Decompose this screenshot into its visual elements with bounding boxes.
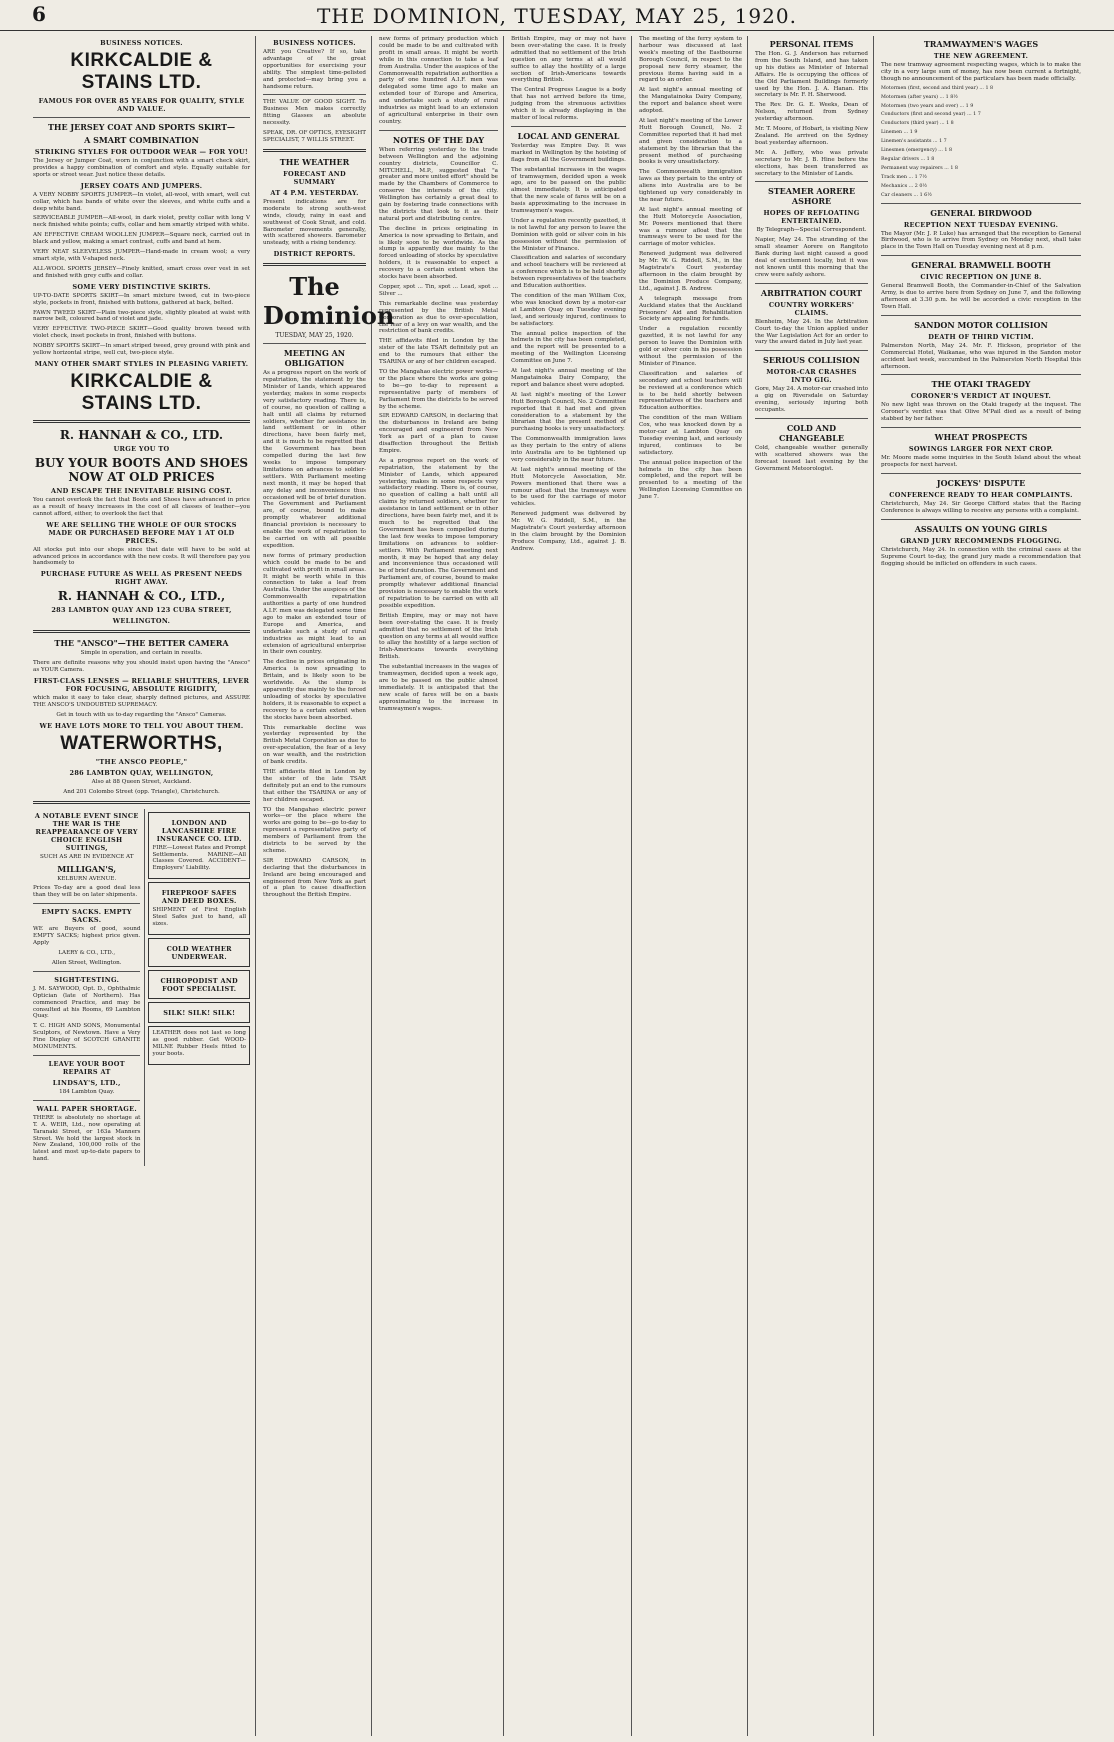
- masthead-title: THE DOMINION, TUESDAY, MAY 25, 1920.: [317, 4, 797, 28]
- personal-heading: PERSONAL ITEMS: [769, 39, 854, 49]
- dominion-date: TUESDAY, MAY 25, 1920.: [275, 332, 354, 340]
- progress-league: The Central Progress League is a body that has not arrived before its time, judging from the strenuous activities which it is already displaying in the matter of local reforms.: [511, 87, 626, 121]
- milligan-address: KELBURN AVENUE.: [57, 875, 117, 882]
- notes-body-2: The decline in prices originating in America is now spreading to Britain, and is likely soon to be worldwide. As the slump is apparently due mainly to the forced unloading of stocks by speculative holders, it is reasonable to expect a recovery to a certain extent when the stocks have been absorbed.: [379, 225, 498, 281]
- hannah-body: You cannot overlook the fact that Boots and Shoes have advanced in price as a result of heavy increases in the cost of all classes of leather—you cannot afford, either, to overlook the fact that: [33, 496, 250, 517]
- judgment-item: Renewed judgment was delivered by Mr. W. G. Riddell, S.M., in the Magistrate's Court yesterday afternoon in the claim brought by the Dominion Produce Company, Ltd., against J. B. Andrew.: [639, 251, 742, 292]
- creative-ad: ARE you Creative? If so, take advantage of the great opportunities for exercising your ability. The simplest time-pelisted and protected—may bring you a handsome return.: [263, 49, 366, 90]
- rate-row: Permanent way repairers ... 1 8: [881, 165, 958, 171]
- rate-row: Track men ... 1 7½: [881, 174, 927, 180]
- mangahao-note: TO the Mangahao electric power works—or the place where the works are going to be—go to-day to represent a representative party of members of Parliament from the districts to be served by the scheme.: [379, 368, 498, 410]
- waterworths-address: 286 LAMBTON QUAY, WELLINGTON,: [69, 768, 214, 777]
- meeting-body-4: This remarkable decline was yesterday represented by the British Metal Corporation as due to over-speculation, the fear of a levy on war wealth, and the restriction of bank credits.: [263, 724, 366, 766]
- local-item: The substantial increases in the wages of tramwaymen, decided upon a week ago, are to be passed on the public almost immediately. It is anticipated that the new scale of fares will be on a basis approximating to the increase in tramwaymen's wages.: [511, 166, 626, 215]
- local-repeat: Classification and salaries of secondary and school teachers will be reviewed at a conference which is to be held shortly between representatives of the teachers and Education authorities.: [639, 370, 742, 412]
- wall-body: THERE is absolutely no shortage at T. A. WEIR, Ltd., now operating at Taranaki Street, or 163a Manners Street. We hold the largest stock in New Zealand, 100,000 rolls of the latest and most up-to-date papers to hand.: [33, 1114, 141, 1163]
- district-reports: DISTRICT REPORTS.: [273, 250, 356, 259]
- personal-item: The Hon. G. J. Anderson has returned from the South Island, and has taken up his duties as Minister of Internal Affairs. He is occupying the offices of the Old Parliament Buildings formerly used by the Hon. J. A. Hanan. His secretary is Mr. F. H. Sherwood.: [755, 51, 868, 99]
- notes-extra-3: The substantial increases in the wages of tramwaymen, decided upon a week ago, are to be passed on the public almost immediately. It is anticipated that the new scale of fares will be on a basis approximating to the increase in tramwaymen's wages.: [379, 664, 498, 712]
- ansco-lenses: FIRST-CLASS LENSES — RELIABLE SHUTTERS, LEVER FOR FOCUSING, ABSOLUTE RIGIDITY,: [33, 677, 250, 694]
- aorere-heading: STEAMER AORERE ASHORE: [767, 186, 856, 207]
- local-item: At last night's annual meeting of the Hutt Motorcycle Association, Mr. Powers mentioned that there was a rumour afloat that the tramways were to be used for the carriage of motor vehicles.: [511, 466, 626, 508]
- booth-heading: GENERAL BRAMWELL BOOTH: [911, 260, 1051, 271]
- cold-weather-ad: [148, 938, 250, 967]
- immigration-item: The Commonwealth immigration laws as they pertain to the entry of aliens into Australia are to be tightened up very considerably in the near future.: [639, 169, 742, 203]
- local-item: Under a regulation recently gazetted, it is not lawful for any person to leave the Dominion with gold or silver coin in his possession without the permission of the Minister of Finance.: [511, 217, 626, 252]
- waterworths-sub: "THE ANSCO PEOPLE,": [95, 757, 188, 766]
- jumper-item: AN EFFECTIVE CREAM WOOLLEN JUMPER—Square neck, carried out in black and yellow, making a smart contrast, cuffs and band at hem.: [33, 232, 250, 246]
- wheat-sub: SOWINGS LARGER FOR NEXT CROP.: [908, 445, 1054, 454]
- waterworths-address-3: And 201 Colombo Street (opp. Triangle), Christchurch.: [63, 788, 220, 795]
- wheat-body: Mr. Moore made some inquiries in the South Island about the wheat prospects for next harvest.: [881, 455, 1081, 469]
- rate-row: Conductors (third year) ... 1 8: [881, 121, 954, 127]
- milligan-name: MILLIGAN'S,: [57, 863, 117, 874]
- small-ads-left: [33, 809, 140, 1167]
- notes-extra-2: British Empire, may or may not have been over-stating the case. It is freely admitted that no settlement of the Irish question on any terms at all would suffice to allay the hostility of a large section of Irish-Americans towards everything British.: [379, 612, 498, 661]
- otaki-body: No new light was thrown on the Otaki tragedy at the inquest. The Coroner's verdict was that Olive M'Pail died as a result of being stabbed by her father.: [881, 402, 1081, 423]
- fire-insurance-body: FIRE—Lowest Rates and Prompt Settlements. MARINE—All Classes Covered. ACCIDENT—Employers' Liability.: [152, 844, 246, 872]
- meeting-body: As a progress report on the work of repatriation, the statement by the Minister of Lands, which appeared yesterday, makes in some respects very satisfactory reading. There is, of course, no question of calling a halt until all claims by returned soldiers, whether for assistance in land settlement or in other directions, have been fairly met, and it is much to be regretted that the Government has been compelled during the last few weeks to impose temporary limitations on advances to soldier-settlers. With Parliament meeting next month, it may be hoped that any delay and inconvenience thus occasioned will be of brief duration. The Government and Parliament are, of course, bound to make promptly whatever additional financial provision is necessary to enable the work of repatriation to be carried on with all possible expedition.: [263, 370, 366, 549]
- sacks-body: WE are Buyers of good, sound EMPTY SACKS; highest price given. Apply: [33, 926, 141, 947]
- jersey-strike: STRIKING STYLES FOR OUTDOOR WEAR — FOR YOU!: [34, 148, 249, 156]
- boot-address: 184 Lambton Quay.: [59, 1088, 115, 1095]
- booth-sub: CIVIC RECEPTION ON JUNE 8.: [920, 273, 1042, 282]
- hannah-sub: AND ESCAPE THE INEVITABLE RISING COST.: [51, 486, 232, 495]
- fire-insurance-ad: [148, 812, 250, 880]
- jumpers-heading: JERSEY COATS AND JUMPERS.: [80, 181, 203, 190]
- aorere-sub: HOPES OF REFLOATING ENTERTAINED.: [763, 209, 860, 226]
- local-item: Yesterday was Empire Day. It was marked in Wellington by the hoisting of flags from all the Government buildings.: [511, 142, 626, 163]
- safes-ad: [148, 882, 250, 935]
- booth-body: General Bramwell Booth, the Commander-in-Chief of the Salvation Army, is due to arrive here from Sydney on June 7, and the following afternoon at 3.30 p.m. he will be accorded a civic reception in the Town Hall.: [881, 283, 1081, 310]
- meeting-body-3: The decline in prices originating in America is now spreading to Britain, and is likely soon to be worldwide. As the slump is apparently due mainly to the forced unloading of stocks by speculative holders, it is reasonable to expect a recovery to a certain extent when the stocks have been absorbed.: [263, 659, 366, 721]
- small-ads-right: [144, 809, 250, 1167]
- forecast-body: Present indications are for moderate to strong south-west winds, cloudy, rainy in east and southwest of Cook Strait, and cold. Barometer movements generally, with scattered showers. Barometer unsteady, with a rising tendency.: [263, 198, 366, 247]
- assault-sub: GRAND JURY RECOMMENDS FLOGGING.: [900, 536, 1062, 545]
- fire-insurance-title: LONDON AND LANCASHIRE FIRE INSURANCE CO. LTD.: [156, 818, 242, 843]
- waterworths-address-2: Also at 88 Queen Street, Auckland.: [91, 778, 192, 785]
- skirt-item: FAWN TWEED SKIRT—Plain two-piece style, slightly pleated at waist with narrow belt, coloured band of violet and jade.: [33, 309, 250, 323]
- affidavits-note: THE affidavits filed in London by the sister of the late TSAR definitely put an end to the rumours that either the TSARINA or any of her children escaped.: [379, 338, 498, 366]
- cold-heading: COLD AND CHANGEABLE: [778, 423, 845, 443]
- milligan-heading: A NOTABLE EVENT SINCE THE WAR IS THE REAPPEARANCE OF VERY CHOICE ENGLISH SUITINGS,: [34, 811, 139, 852]
- monument-body: T. C. HIGH AND SONS, Monumental Sculptors, of Newtown. Have a Very Fine Display of SCOTCH GRANITE MONUMENTS.: [33, 1023, 141, 1051]
- leather-ad: [148, 1026, 250, 1065]
- local-item: At last night's meeting of the Lower Hutt Borough Council, No. 2 Committee reported that it had met and given consideration to a statement by the librarian that the present method of purchasing books is very unsatisfactory.: [511, 391, 626, 433]
- optics-ad: SPEAK, DR. OF OPTICS, EYESIGHT SPECIALIST, 7 WILLIS STREET.: [263, 130, 366, 143]
- local-item: At last night's annual meeting of the Mangatainoka Dairy Company, the report and balance sheet were adopted.: [511, 368, 626, 388]
- local-repeat: Under a regulation recently gazetted, it is not lawful for any person to leave the Dominion with gold or silver coin in his possession without the permission of the Minister of Finance.: [639, 326, 742, 367]
- column-6: [750, 36, 874, 1736]
- section-label: BUSINESS NOTICES.: [273, 39, 356, 47]
- notes-heading: NOTES OF THE DAY: [392, 134, 485, 145]
- kirkcaldie-title: KIRKCALDIE & STAINS LTD.: [70, 50, 213, 93]
- carson-note: SIR EDWARD CARSON, in declaring that the disturbances in Ireland are being encouraged and engineered from New York as part of a plan to cause disaffection throughout the British Empire.: [379, 413, 498, 454]
- aorere-byline: By Telegraph—Special Correspondent.: [756, 227, 867, 234]
- jockeys-body: Christchurch, May 24. Sir George Clifford states that the Racing Conference is always willing to receive any persons with a complaint.: [881, 501, 1081, 514]
- weather-heading: THE WEATHER: [279, 156, 350, 167]
- notes-body-3: This remarkable decline was yesterday represented by the British Metal Corporation as due to over-speculation, the fear of a levy on war wealth, and the restriction of bank credits.: [379, 300, 498, 335]
- jockeys-heading: JOCKEYS' DISPUTE: [936, 478, 1026, 488]
- hannah-heading: BUY YOUR BOOTS AND SHOES NOW AT OLD PRICES: [34, 455, 249, 484]
- column-7: [876, 36, 1086, 1736]
- sight-ad: THE VALUE OF GOOD SIGHT. To Business Men makes correctly fitting Glasses an absolute necessity.: [263, 99, 366, 127]
- collision-heading: SERIOUS COLLISION: [763, 355, 860, 366]
- chiropodist-heading: CHIROPODIST AND FOOT SPECIALIST.: [160, 976, 238, 993]
- personal-item: The Rev. Dr. G. E. Weeks, Dean of Nelson, returned from Sydney yesterday afternoon.: [755, 102, 868, 123]
- column-4: [506, 36, 632, 1736]
- silk-heading: SILK! SILK! SILK!: [163, 1008, 236, 1017]
- hannah-body-2: All stocks put into our shops since that date will have to be sold at advanced prices in accordance with the new costs. It will therefore pay you handsomely to: [33, 546, 250, 567]
- jumper-item: SERVICEABLE JUMPER—All-wool, in dark violet, pretty collar with long V neck finished white points; cuffs, collar and hem smartly striped with white.: [33, 215, 250, 229]
- rate-row: Car cleaners ... 1 6½: [881, 192, 932, 198]
- milligan-body: Prices To-day are a good deal less than they will be on later shipments.: [33, 885, 141, 899]
- meeting-heading: MEETING AN OBLIGATION: [283, 348, 346, 369]
- column-3: [374, 36, 504, 1736]
- assault-body: Christchurch, May 24. In connection with the criminal cases at the Supreme Court to-day, the grand jury made a recommendation that flogging should be inflicted on offenders in such cases.: [881, 546, 1081, 567]
- meeting-body-6: TO the Mangahao electric power works—or the place where the works are going to be—go to-day to represent a representative party of members of Parliament from the districts to be served by the scheme.: [263, 806, 366, 854]
- local-item: Renewed judgment was delivered by Mr. W. G. Riddell, S.M., in the Magistrate's Court yesterday afternoon in the claim brought by the Dominion Produce Company, Ltd., against J. B. Andrew.: [511, 511, 626, 552]
- cold-body: Cold, changeable weather generally with scattered showers was the forecast issued last evening by the Government Meteorologist.: [755, 445, 868, 472]
- prisoners-aid-item: A telegraph message from Auckland states that the Auckland Prisoners' Aid and Rehabilitation Society are appealing for funds.: [639, 295, 742, 323]
- page-number: 6: [32, 2, 46, 26]
- ireland-continuation: British Empire, may or may not have been over-stating the case. It is freely admitted that no settlement of the Irish question on any terms at all would suffice to allay the hostility of a large section of Irish-Americans towards everything British.: [511, 36, 626, 84]
- jumper-item: A VERY NOBBY SPORTS JUMPER—In violet, all-wool, with smart, well cut collar, which has bands of white over the sleeves, and white cuffs and a deep white band.: [33, 191, 250, 212]
- tram-heading: TRAMWAYMEN'S WAGES: [923, 39, 1039, 49]
- column-1-ads: [28, 36, 256, 1736]
- rate-row: Linesmen (emergency) ... 1 8: [881, 148, 953, 154]
- arbitration-sub: COUNTRY WORKERS' CLAIMS.: [768, 300, 855, 317]
- hannah-stocks: WE ARE SELLING THE WHOLE OF OUR STOCKS MADE OR PURCHASED BEFORE MAY 1 AT OLD PRICES.: [46, 520, 237, 545]
- tram-rates: [881, 86, 1081, 199]
- rate-row: Linemen's assistants ... 1 7: [881, 139, 947, 145]
- notes-body: When referring yesterday to the trade between Wellington and the adjoining country districts, Councillor C. MITCHELL, M.P., suggested that "a greater and more united effort" should be made by the Chambers of Commerce to conserve the interests of the city. Wellington has certainly a great deal to gain by fostering trade connections with the districts that look to it as their natural port and distributing centre.: [379, 146, 498, 222]
- dominion-title: The Dominion: [263, 272, 395, 331]
- tram-sub: THE NEW AGREEMENT.: [933, 52, 1029, 60]
- sacks-firm: LAERY & CO., LTD.,: [58, 949, 116, 956]
- local-repeat: The condition of the man William Cox, who was knocked down by a motor-car at Lambton Quay on Tuesday evening last, and seriously injured, continues to be satisfactory.: [639, 415, 742, 456]
- ansco-touch: Get in touch with us to-day regarding the "Ansco" Cameras.: [56, 711, 227, 718]
- waterworths-title: WATERWORTHS,: [60, 732, 223, 754]
- personal-item: Mr. T. Moore, of Hobart, is visiting New Zealand. He arrived on the Sydney boat yesterday afternoon.: [755, 126, 868, 146]
- collision-body: Gore, May 24. A motor-car crashed into a gig on Riversdale on Saturday evening, seriously injuring both occupants.: [755, 386, 868, 414]
- birdwood-heading: GENERAL BIRDWOOD: [930, 207, 1032, 218]
- rate-row: Motormen (first, second and third year) ... 1 8: [881, 85, 994, 91]
- local-item: The Commonwealth immigration laws as they pertain to the entry of aliens into Australia are to be tightened up very considerably in the near future.: [511, 436, 626, 463]
- jockeys-sub: CONFERENCE READY TO HEAR COMPLAINTS.: [889, 491, 1073, 499]
- sandon-heading: SANDON MOTOR COLLISION: [914, 319, 1048, 330]
- birdwood-body: The Mayor (Mr. J. P. Luke) has arranged that the reception to General Birdwood, who is to arrive from Sydney on Monday next, shall take place in the Town Hall on Tuesday evening next at 8 p.m.: [881, 230, 1081, 251]
- rate-row: Mechanics ... 2 0½: [881, 183, 928, 189]
- forecast-heading: FORECAST AND SUMMARY: [283, 169, 346, 186]
- local-item: Classification and salaries of secondary and school teachers will be reviewed at a conference which is to be held shortly between representatives of the teachers and Education authorities.: [511, 255, 626, 290]
- meeting-body-2: new forms of primary production which could be made to be and cultivated with profit in small areas. It might be worth while in this connection to take a leaf from Australia. Under the auspices of the Commonwealth repatriation authorities a party of one hundred A.I.F. men was delegated some time ago to make an extended tour of Europe and America, and undertake such a study of rural industries as might lead to an extension of agricultural enterprise in their own country.: [263, 552, 366, 656]
- chiropodist-ad: [148, 970, 250, 999]
- column-2: [258, 36, 395, 1736]
- jersey-intro: The Jersey or Jumper Coat, worn in conjunction with a smart check skirt, provides a happy combination of comfort and style. Equally suitable for sports or street wear. Just notice these details.: [33, 158, 250, 178]
- ansco-body: There are definite reasons why you should insist upon having the "Ansco" as YOUR Camera.: [33, 660, 250, 674]
- kirkcaldie-subtitle: FAMOUS FOR OVER 85 YEARS FOR QUALITY, STYLE AND VALUE.: [38, 97, 245, 113]
- leather-body: LEATHER does not last so long as good rubber. Get WOOD-MILNE Rubber Heels fitted to your boots.: [152, 1029, 246, 1057]
- boot-heading: LEAVE YOUR BOOT REPAIRS AT: [48, 1059, 125, 1076]
- dairy-item: At last night's annual meeting of the Mangatainoka Dairy Company, the report and balance sheet were adopted.: [639, 87, 742, 115]
- other-skirts: MANY OTHER SMART STYLES IN PLEASING VARIETY.: [34, 359, 249, 368]
- rate-row: Motormen (after years) ... 1 8½: [881, 94, 958, 100]
- hannah-purchase: PURCHASE FUTURE AS WELL AS PRESENT NEEDS RIGHT AWAY.: [40, 570, 243, 587]
- forecast-time: AT 4 P.M. YESTERDAY.: [270, 188, 359, 197]
- sight-body: J. M. SAYWOOD, Opt. D., Ophthalmic Optician (late of Northern). Has commenced Practice, and may be consulted at his Rooms, 69 Lambton Quay.: [33, 985, 141, 1020]
- notes-extra: As a progress report on the work of repatriation, the statement by the Minister of Lands, which appeared yesterday, makes in some respects very satisfactory reading. There is, of course, no question of calling a halt until all claims by returned soldiers, whether for assistance in land settlement or in other directions, have been fairly met, and it is much to be regretted that the Government has been compelled during the last few weeks to impose temporary limitations on advances to soldier-settlers. With Parliament meeting next month, it may be hoped that any delay and inconvenience thus occasioned will be of brief duration. The Government and Parliament are, of course, bound to make promptly whatever additional financial provision is necessary to enable the work of repatriation to be carried on with all possible expedition.: [379, 457, 498, 609]
- skirts-heading: SOME VERY DISTINCTIVE SKIRTS.: [72, 282, 211, 291]
- hannah-title: R. HANNAH & CO., LTD.: [59, 427, 224, 442]
- otaki-heading: THE OTAKI TRAGEDY: [931, 379, 1031, 390]
- hannah-address: 283 LAMBTON QUAY AND 123 CUBA STREET,: [51, 606, 232, 615]
- masthead: [0, 0, 1114, 31]
- meeting-body-7: SIR EDWARD CARSON, in declaring that the disturbances in Ireland are being encouraged and engineered from New York as part of a plan to cause disaffection throughout the British Empire.: [263, 857, 366, 899]
- collision-sub: MOTOR-CAR CRASHES INTO GIG.: [766, 368, 857, 385]
- otaki-sub: CORONER'S VERDICT AT INQUEST.: [910, 392, 1052, 401]
- birdwood-sub: RECEPTION NEXT TUESDAY EVENING.: [903, 220, 1059, 229]
- silk-ad: [148, 1002, 250, 1023]
- wheat-heading: WHEAT PROSPECTS: [934, 432, 1028, 443]
- sight-heading: SIGHT-TESTING.: [54, 975, 120, 984]
- library-item: At last night's meeting of the Lower Hutt Borough Council, No. 2 Committee reported that it had met and given consideration to a statement by the librarian that the present method of purchasing books is very unsatisfactory.: [639, 117, 742, 166]
- rate-row: Regular drivers ... 1 8: [881, 156, 935, 162]
- milligan-sub: SUCH AS ARE IN EVIDENCE AT: [39, 853, 134, 860]
- assault-heading: ASSAULTS ON YOUNG GIRLS: [914, 523, 1048, 534]
- rate-row: Linemen ... 1 9: [881, 130, 918, 136]
- jersey-heading-2: A SMART COMBINATION: [84, 135, 199, 145]
- local-heading: LOCAL AND GENERAL: [517, 130, 620, 141]
- arbitration-body: Blenheim, May 24. In the Arbitration Court to-day the Union applied under the War Legislation Act for an order to vary the award dated in July last year.: [755, 318, 868, 346]
- local-repeat: The annual police inspection of the helmets in the city has been completed, and the report will be presented to a meeting of the Wellington Licensing Committee on June 7.: [639, 459, 742, 501]
- personal-item: Mr. A. Jeffery, who was private secretary to Mr. J. B. Hine before the elections, has been transferred as secretary to the Minister of Lands.: [755, 149, 868, 177]
- ansco-heading: THE "ANSCO"—THE BETTER CAMERA: [54, 638, 229, 649]
- skirt-item: NOBBY SPORTS SKIRT—In smart striped tweed, grey ground with pink and yellow horizontal stripe, well cut, two-piece style.: [33, 343, 250, 357]
- boot-name: LINDSAY'S, LTD.,: [52, 1078, 121, 1087]
- local-item: The annual police inspection of the helmets in the city has been completed, and the report will be presented to a meeting of the Wellington Licensing Committee on June 7.: [511, 330, 626, 365]
- metal-prices: Copper, spot ... Tin, spot ... Lead, spot ... Silver ...: [379, 284, 498, 297]
- skirt-item: VERY EFFECTIVE TWO-PIECE SKIRT—Good quality brown tweed with violet check, inset pockets in front, finished with buttons.: [33, 326, 250, 340]
- jersey-heading: THE JERSEY COAT AND SPORTS SKIRT—: [47, 122, 236, 132]
- section-label: BUSINESS NOTICES.: [100, 39, 183, 47]
- hannah-city: WELLINGTON.: [112, 617, 171, 626]
- tram-body: The new tramway agreement respecting wages, which is to make the city in a very large sum of money, has now been current a fortnight, though no announcement of the particulars has been made officially.: [881, 62, 1081, 82]
- safes-body: SHIPMENT of First English Steel Safes just to hand, all sizes.: [152, 907, 246, 928]
- hannah-urge: URGE YOU TO: [113, 444, 170, 453]
- kirkcaldie-footer: KIRKCALDIE & STAINS LTD.: [70, 370, 213, 414]
- cold-weather-heading: COLD WEATHER UNDERWEAR.: [166, 944, 232, 961]
- arbitration-heading: ARBITRATION COURT: [760, 287, 863, 298]
- sacks-address: Allen Street, Wellington.: [51, 959, 122, 966]
- hannah-title-2: R. HANNAH & CO., LTD.,: [57, 589, 226, 604]
- column-5: [634, 36, 748, 1736]
- skirt-item: UP-TO-DATE SPORTS SKIRT—In smart mixture tweed, cut in two-piece style, pockets in front, finished with buttons, gathered at back, belted.: [33, 292, 250, 306]
- wall-heading: WALL PAPER SHORTAGE.: [36, 1104, 137, 1113]
- sacks-heading: EMPTY SACKS. EMPTY SACKS.: [41, 908, 132, 925]
- meeting-body-5: THE affidavits filed in London by the sister of the late TSAR definitely put an end to the rumours that either the TSARINA or any of her children escaped.: [263, 768, 366, 803]
- safes-heading: FIREPROOF SAFES AND DEED BOXES.: [161, 889, 237, 906]
- local-item: The condition of the man William Cox, who was knocked down by a motor-car at Lambton Quay on Tuesday evening last, and seriously injured, continues to be satisfactory.: [511, 293, 626, 327]
- rate-row: Motormen (two years and over) ... 1 9: [881, 103, 974, 109]
- article-continuation: new forms of primary production which could be made to be and cultivated with profit in small areas. It might be worth while in this connection to take a leaf from Australia. Under the auspices of the Commonwealth repatriation authorities a party of one hundred A.I.F. men was delegated some time ago to make an extended tour of Europe and America, and undertake such a study of rural industries as might lead to an extension of agricultural enterprise in their own country.: [379, 36, 498, 125]
- ansco-sub: Simple in operation, and certain in results.: [80, 650, 203, 657]
- jumper-item: ALL-WOOL SPORTS JERSEY—Finely knitted, smart cross over vest in set and finished with grey cuffs and collar.: [33, 265, 250, 279]
- ansco-body-2: which make it easy to take clear, sharply defined pictures, and ASSURE THE ANSCO'S UNDOUBTED SUPREMACY.: [33, 695, 250, 708]
- ansco-tell: WE HAVE LOTS MORE TO TELL YOU ABOUT THEM.: [39, 721, 244, 730]
- jumper-item: VERY NEAT SLEEVELESS JUMPER—Hand-made in cream wool; a very smart style, with V-shaped neck.: [33, 249, 250, 262]
- motorcycle-item: At last night's annual meeting of the Hutt Motorcycle Association, Mr. Powers mentioned that there was a rumour afloat that the tramways were to be used for the carriage of motor vehicles.: [639, 206, 742, 248]
- aorere-body: Napier, May 24. The stranding of the small steamer Aorere on Rangitoto Bank during last night caused a good deal of excitement locally, but it was not known until this morning that the crew were safely ashore.: [755, 237, 868, 278]
- ferry-item: The meeting of the ferry system to harbour was discussed at last week's meeting of the Eastbourne Borough Council, in respect to the proposal new ferry steamer, the previous items having said in a regard to an order.: [639, 36, 742, 84]
- sandon-body: Palmerston North, May 24. Mr. F. Hickson, proprietor of the Commercial Hotel, Waikanae, who was injured in the Sandon motor accident last week, succumbed in the Palmerston North Hospital this afternoon.: [881, 342, 1081, 370]
- sandon-sub: DEATH OF THIRD VICTIM.: [928, 332, 1034, 341]
- rate-row: Conductors (first and second year) ... 1 7: [881, 112, 981, 118]
